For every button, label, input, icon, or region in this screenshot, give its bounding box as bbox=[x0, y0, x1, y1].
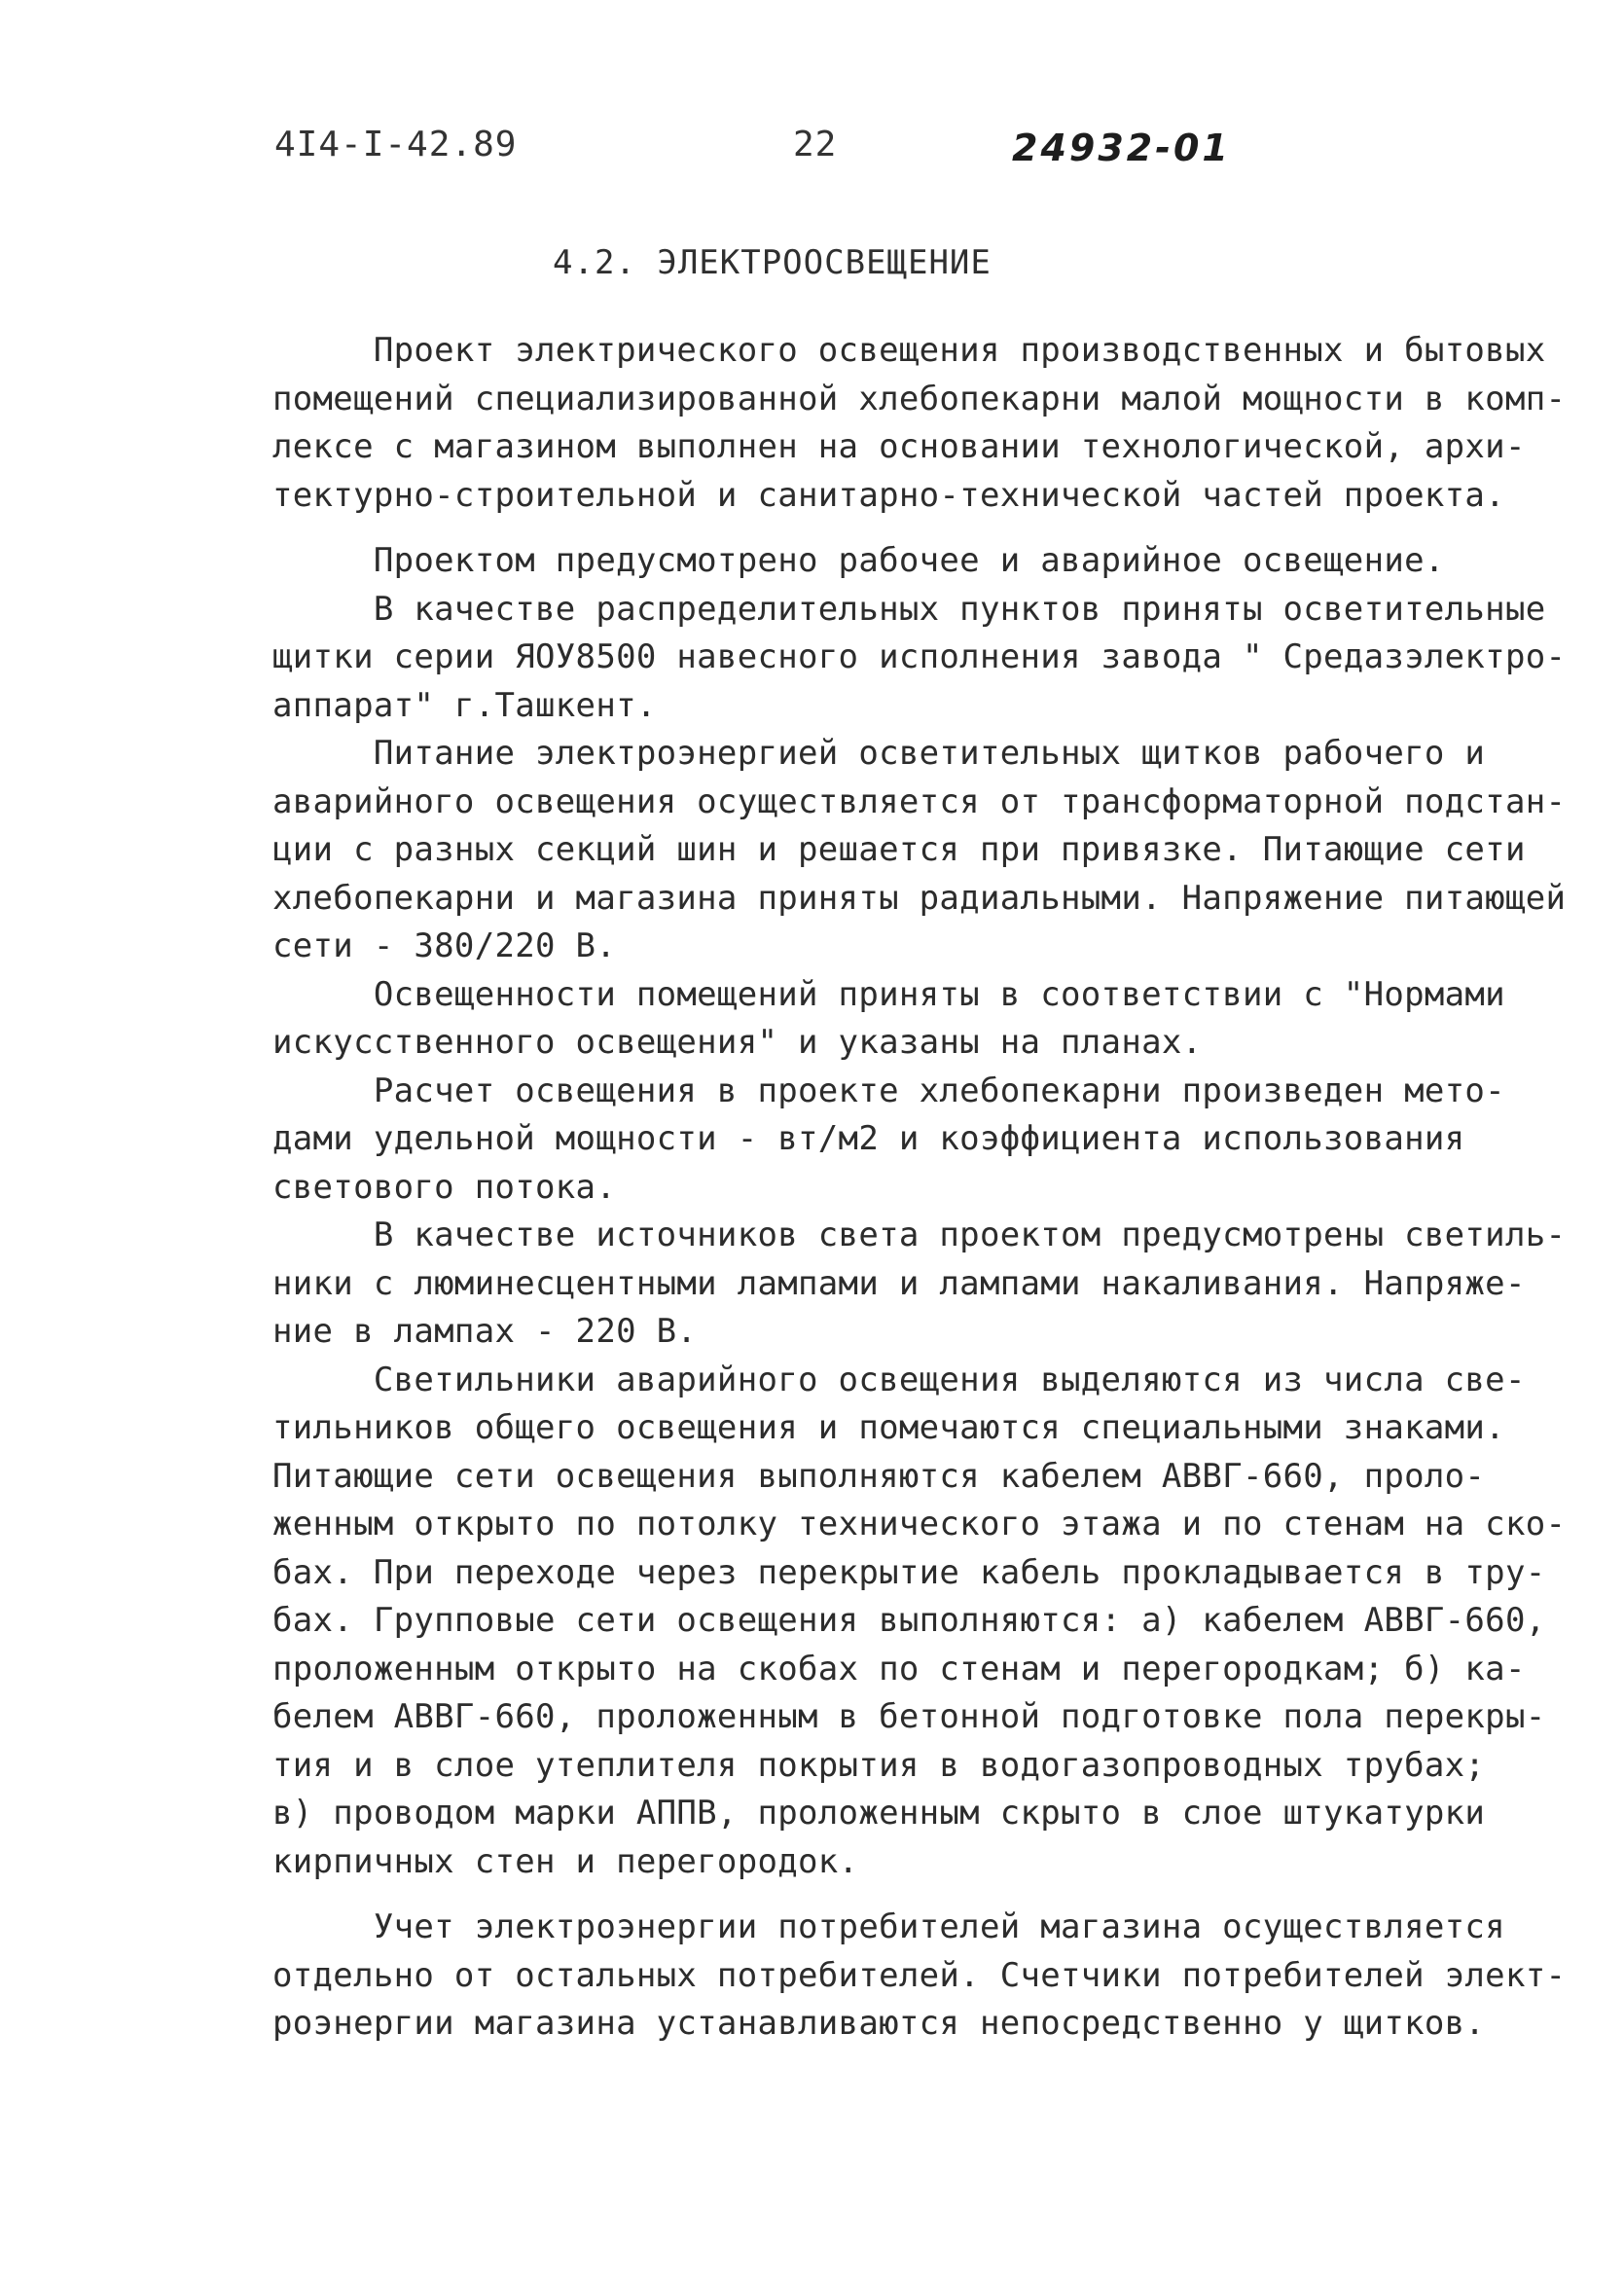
text-line: хлебопекарни и магазина приняты радиальными. Напряжение питающей bbox=[272, 878, 1567, 918]
text-line: бах. При переходе через перекрытие кабель прокладывается в тру- bbox=[272, 1552, 1546, 1592]
text-line: роэнергии магазина устанавливаются непосредственно у щитков. bbox=[272, 2004, 1486, 2043]
text-line: Учет электроэнергии потребителей магазина осуществляется bbox=[272, 1907, 1505, 1946]
text-line: светового потока. bbox=[272, 1167, 617, 1207]
text-line: белем АВВГ-660, проложенным в бетонной подготовке пола перекры- bbox=[272, 1697, 1546, 1736]
paragraph bbox=[272, 730, 1567, 971]
text-line: ники с люминесцентными лампами и лампами накаливания. Напряже- bbox=[272, 1263, 1526, 1303]
text-line: тектурно-строительной и санитарно-технической частей проекта. bbox=[272, 475, 1505, 515]
text-line: дами удельной мощности - вт/м2 и коэффициента использования bbox=[272, 1119, 1465, 1158]
paragraph bbox=[272, 1904, 1567, 2049]
document-code: 4I4-I-42.89 bbox=[274, 125, 518, 164]
paragraph bbox=[272, 1357, 1567, 1887]
text-line: Проект электрического освещения производственных и бытовых bbox=[272, 331, 1546, 370]
text-line: Светильники аварийного освещения выделяются из числа све- bbox=[272, 1360, 1526, 1399]
text-line: Освещенности помещений приняты в соответствии с "Нормами bbox=[272, 974, 1505, 1014]
text-line: Питание электроэнергией осветительных щитков рабочего и bbox=[272, 734, 1486, 773]
text-line: бах. Групповые сети освещения выполняются: а) кабелем АВВГ-660, bbox=[272, 1601, 1546, 1640]
text-line: Проектом предусмотрено рабочее и аварийное освещение. bbox=[272, 541, 1445, 580]
paragraph bbox=[272, 327, 1567, 520]
text-line: Питающие сети освещения выполняются кабелем АВВГ-660, проло- bbox=[272, 1456, 1486, 1496]
paragraph-gap bbox=[272, 1886, 1567, 1904]
text-line: ние в лампах - 220 В. bbox=[272, 1312, 698, 1351]
paragraph bbox=[272, 971, 1567, 1068]
text-line: тильников общего освещения и помечаются специальными знаками. bbox=[272, 1408, 1505, 1447]
text-line: в) проводом марки АППВ, проложенным скрыто в слое штукатурки bbox=[272, 1794, 1486, 1833]
text-line: В качестве источников света проектом предусмотрены светиль- bbox=[272, 1216, 1567, 1254]
text-line: проложенным открыто на скобах по стенам и перегородкам; б) ка- bbox=[272, 1649, 1526, 1688]
text-line: тия и в слое утеплителя покрытия в водогазопроводных трубах; bbox=[272, 1745, 1486, 1785]
paragraph bbox=[272, 537, 1567, 586]
document-body bbox=[272, 327, 1567, 2049]
page-number: 22 bbox=[793, 125, 838, 164]
text-line: сети - 380/220 В. bbox=[272, 926, 617, 965]
paragraph bbox=[272, 1068, 1567, 1213]
text-line: щитки серии ЯОУ8500 навесного исполнения завода " Средазэлектро- bbox=[272, 637, 1567, 676]
handwritten-number: 24932-01 bbox=[1012, 127, 1231, 169]
text-line: ции с разных секций шин и решается при привязке. Питающие сети bbox=[272, 830, 1526, 869]
text-line: помещений специализированной хлебопекарни малой мощности в комп- bbox=[272, 379, 1567, 418]
paragraph bbox=[272, 586, 1567, 731]
text-line: аварийного освещения осуществляется от трансформаторной подстан- bbox=[272, 781, 1567, 821]
text-line: искусственного освещения" и указаны на планах. bbox=[272, 1023, 1203, 1062]
text-line: отдельно от остальных потребителей. Счетчики потребителей элект- bbox=[272, 1955, 1567, 1995]
text-line: В качестве распределительных пунктов приняты осветительные bbox=[272, 589, 1546, 629]
paragraph bbox=[272, 1212, 1567, 1357]
paragraph-gap bbox=[272, 520, 1567, 537]
text-line: Расчет освещения в проекте хлебопекарни произведен мето- bbox=[272, 1071, 1505, 1110]
section-title: 4.2. ЭЛЕКТРООСВЕЩЕНИЕ bbox=[553, 243, 992, 282]
text-line: женным открыто по потолку технического этажа и по стенам на ско- bbox=[272, 1505, 1567, 1543]
text-line: лексе с магазином выполнен на основании технологической, архи- bbox=[272, 427, 1526, 466]
text-line: кирпичных стен и перегородок. bbox=[272, 1841, 859, 1881]
text-line: аппарат" г.Ташкент. bbox=[272, 685, 657, 725]
